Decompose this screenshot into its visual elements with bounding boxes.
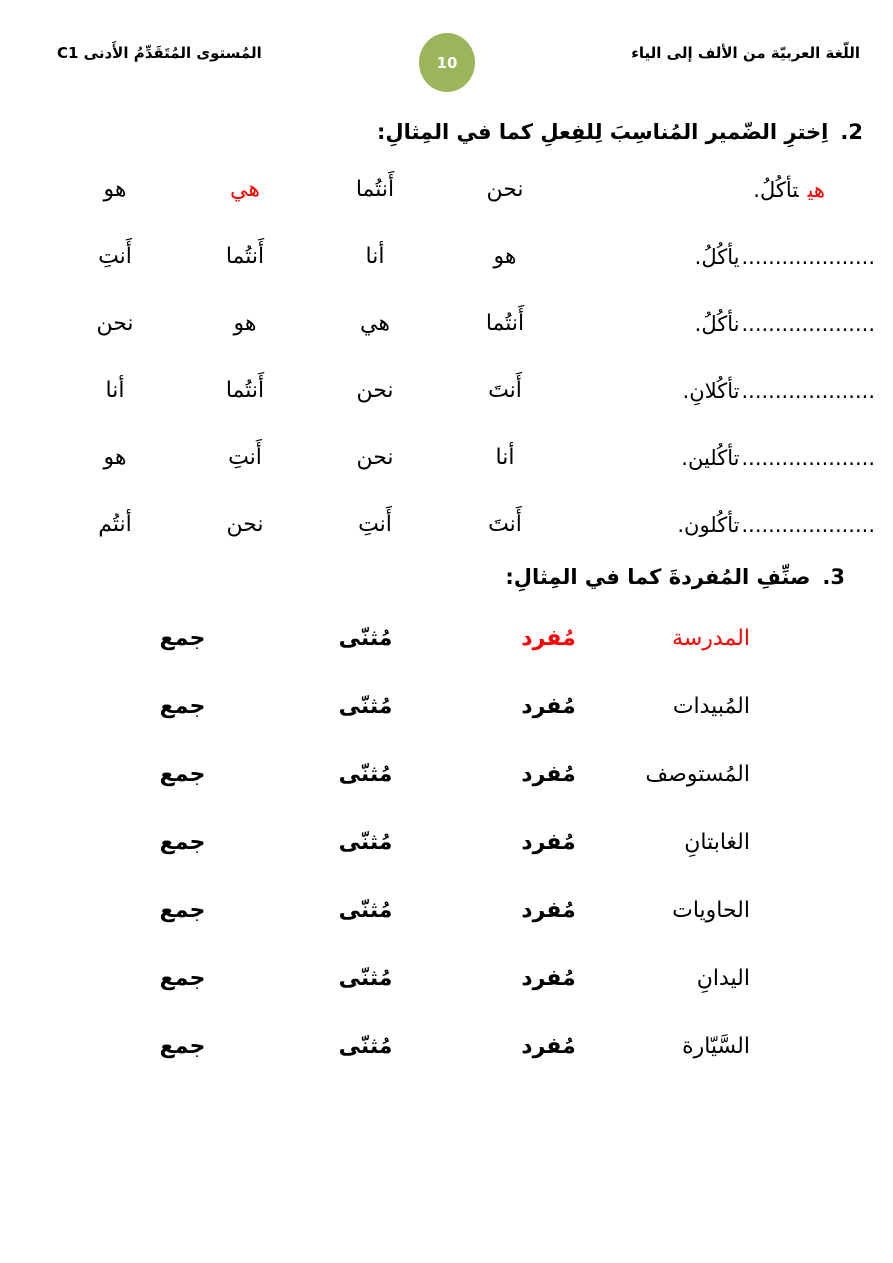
exercise2-table <box>50 156 875 558</box>
example-pronoun: هي <box>807 177 825 202</box>
choice-cell: جمع <box>159 625 206 651</box>
pronoun-option: أَنتُما <box>355 177 395 202</box>
exercise3-title-text: صنِّفِ المُفردةَ كما في المِثالِ: <box>505 565 811 589</box>
pronoun-option: نحن <box>356 445 394 470</box>
header-course-title: اللّغة العربيّة من الألف إلى الياء <box>631 44 860 62</box>
pronoun-option: أنا <box>495 445 515 470</box>
pronoun-option: أَنتُما <box>225 378 265 403</box>
pronoun-option: نحن <box>226 512 264 537</box>
choice-cell: جمع <box>159 693 206 719</box>
word-cell: الغابتانِ <box>684 829 750 855</box>
choice-cell: جمع <box>159 897 206 923</box>
sentence-cell <box>570 379 875 403</box>
choice-cell: مُفرد <box>521 829 576 855</box>
verb-text: تأكُلون. <box>677 512 740 537</box>
choice-cell: مُثنّى <box>338 625 393 651</box>
header-level-title: المُستوى المُتَقَدِّمُ الأَدنى C1 <box>57 44 262 62</box>
choice-cell: جمع <box>159 1033 206 1059</box>
exercise3-example-row <box>90 604 750 672</box>
pronoun-option: أَنتِ <box>98 244 132 269</box>
exercise3-row <box>90 1012 750 1080</box>
exercise2-row <box>50 491 875 558</box>
word-cell: المُبيدات <box>672 693 750 719</box>
pronoun-option: هو <box>103 177 127 202</box>
blank-dots: .................... <box>741 311 875 336</box>
word-cell: المُستوصف <box>645 761 750 787</box>
choice-cell: مُثنّى <box>338 1033 393 1059</box>
pronoun-option: أنا <box>105 378 125 403</box>
pronoun-option: أَنتُما <box>485 311 525 336</box>
sentence-cell <box>570 178 875 202</box>
exercise3-title <box>505 565 845 589</box>
choice-cell: مُثنّى <box>338 693 393 719</box>
pronoun-option: أَنتِ <box>358 512 392 537</box>
exercise3-table <box>90 604 750 1080</box>
exercise2-row <box>50 357 875 424</box>
exercise2-example-row <box>50 156 875 223</box>
word-cell: السَّيّارة <box>682 1033 750 1059</box>
pronoun-option: أنتُم <box>98 512 132 537</box>
word-cell: الحاويات <box>672 897 750 923</box>
choice-cell: مُفرد <box>521 761 576 787</box>
pronoun-option: هي <box>360 311 390 336</box>
pronoun-option: أَنتَ <box>488 378 522 403</box>
sentence-cell <box>570 245 875 269</box>
pronoun-option-selected: هي <box>230 177 260 202</box>
exercise3-row <box>90 672 750 740</box>
word-cell-example: المدرسة <box>672 625 750 651</box>
choice-cell: مُفرد <box>521 965 576 991</box>
pronoun-option: هو <box>103 445 127 470</box>
pronoun-option: أَنتُما <box>225 244 265 269</box>
blank-dots: .................... <box>741 445 875 470</box>
exercise3-number: 3. <box>822 565 845 589</box>
exercise2-row <box>50 223 875 290</box>
pronoun-option: أَنتِ <box>228 445 262 470</box>
verb-text: يأكُلُ. <box>694 244 740 269</box>
exercise2-title <box>377 120 863 144</box>
exercise3-row <box>90 740 750 808</box>
sentence-cell <box>570 312 875 336</box>
choice-cell: جمع <box>159 761 206 787</box>
blank-dots: .................... <box>741 244 875 269</box>
exercise2-title-text: اِخترِ الضّمير المُناسِبَ لِلفِعلِ كما في المِثالِ: <box>376 120 829 144</box>
blank-dots: .................... <box>741 378 875 403</box>
choice-cell: مُفرد <box>521 693 576 719</box>
page-number: 10 <box>436 53 458 72</box>
pronoun-option: أَنتَ <box>488 512 522 537</box>
verb-text: تأكُلين. <box>681 445 740 470</box>
verb-text: تأكُلانِ. <box>682 378 740 403</box>
choice-cell: جمع <box>159 965 206 991</box>
page-number-badge <box>419 33 475 92</box>
exercise2-row <box>50 290 875 357</box>
choice-cell-selected: مُفرد <box>521 625 576 651</box>
pronoun-option: نحن <box>486 177 524 202</box>
choice-cell: مُثنّى <box>338 897 393 923</box>
verb-text: تأكُلُ. <box>753 177 799 202</box>
choice-cell: مُثنّى <box>338 965 393 991</box>
pronoun-option: نحن <box>96 311 134 336</box>
pronoun-option: هو <box>493 244 517 269</box>
exercise2-number: 2. <box>840 120 863 144</box>
sentence-cell <box>570 513 875 537</box>
choice-cell: مُفرد <box>521 1033 576 1059</box>
sentence-cell <box>570 446 875 470</box>
pronoun-option: أنا <box>365 244 385 269</box>
choice-cell: جمع <box>159 829 206 855</box>
word-cell: اليدانِ <box>696 965 750 991</box>
choice-cell: مُفرد <box>521 897 576 923</box>
choice-cell: مُثنّى <box>338 829 393 855</box>
pronoun-option: نحن <box>356 378 394 403</box>
verb-text: نأكُلُ. <box>694 311 740 336</box>
exercise3-row <box>90 944 750 1012</box>
exercise3-row <box>90 808 750 876</box>
blank-dots: .................... <box>741 512 875 537</box>
exercise3-row <box>90 876 750 944</box>
choice-cell: مُثنّى <box>338 761 393 787</box>
pronoun-option: هو <box>233 311 257 336</box>
exercise2-row <box>50 424 875 491</box>
